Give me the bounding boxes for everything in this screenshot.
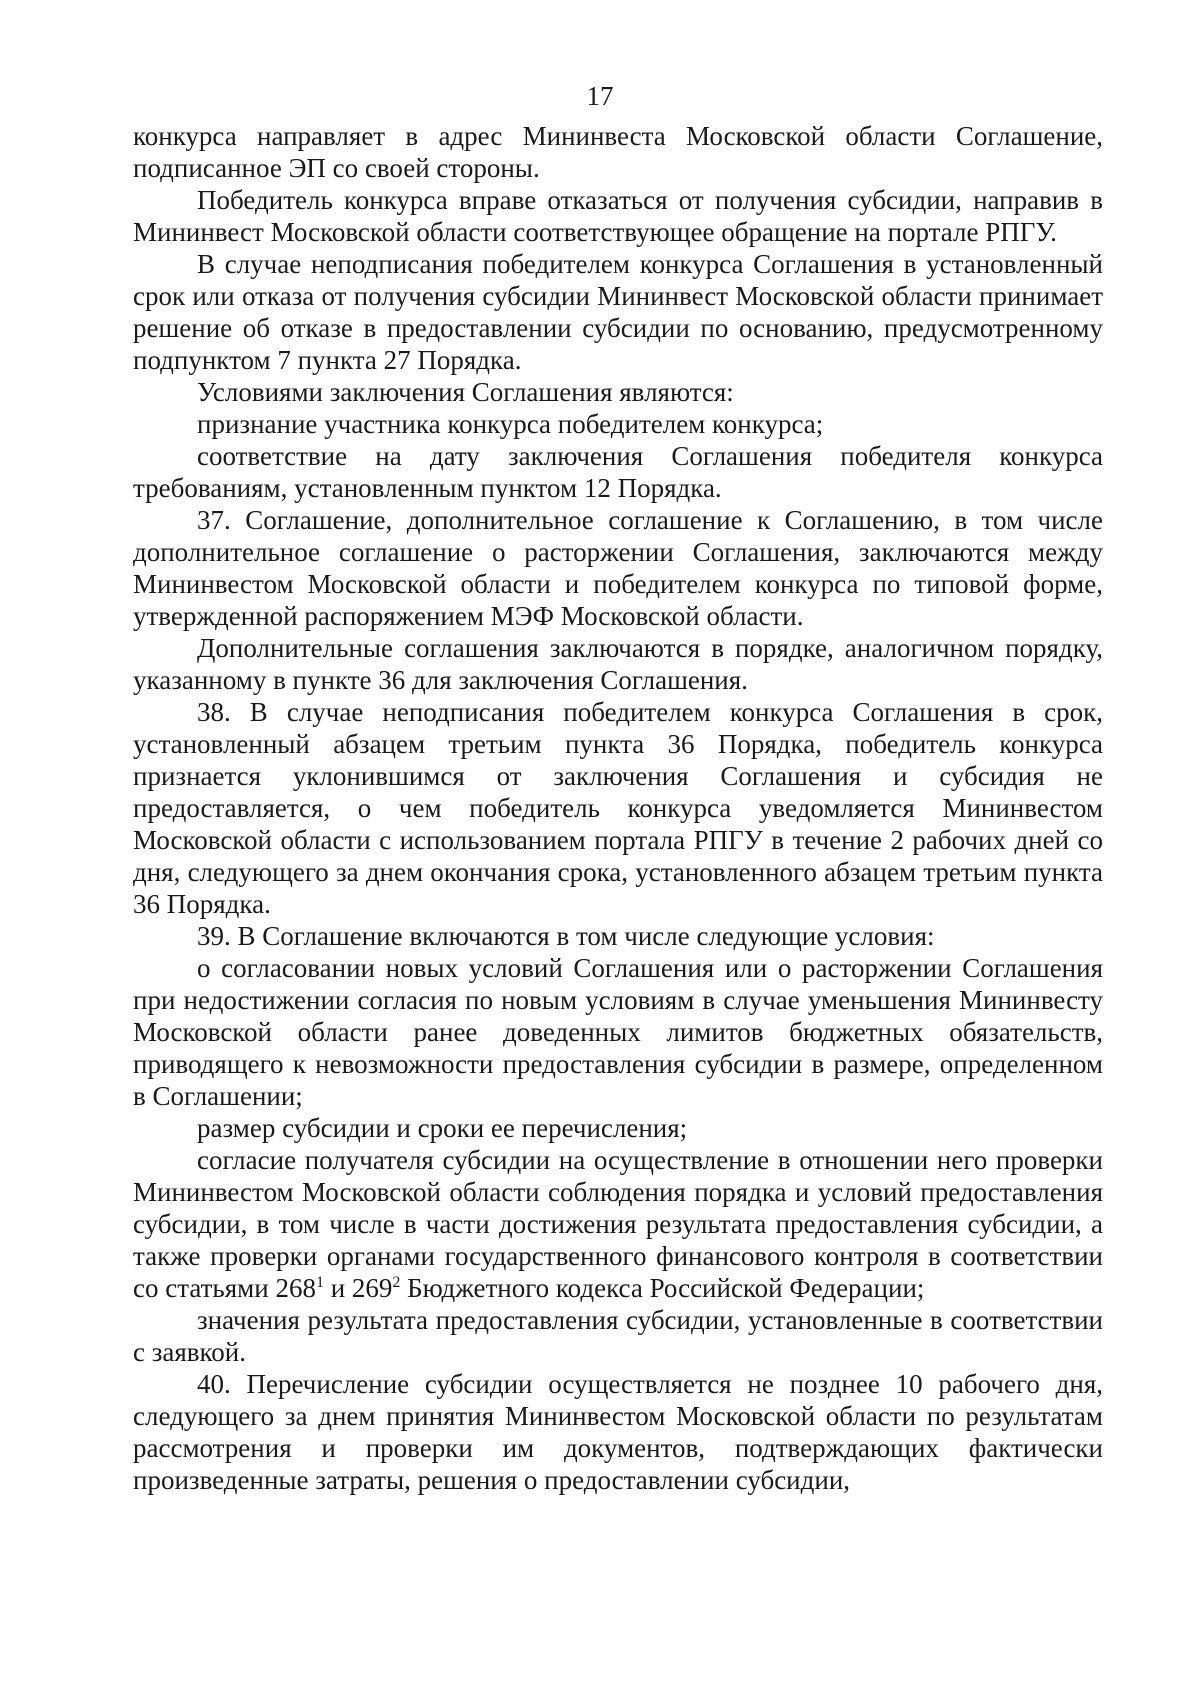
paragraph-item-38: 38. В случае неподписания победителем конкурса Соглашения в срок, установленный абзацем третьим пункта 36 Порядка, победитель конкурса признается уклонившимся от заключения Соглашения и субсидия не предоставляется, о чем победитель конкурса уведомляется Мининвестом Московской области с использованием портала РПГУ в течение 2 рабочих дней со дня, следующего за днем окончания срока, установленного абзацем третьим пункта 36 Порядка. (133, 697, 1103, 919)
document-body (133, 120, 1103, 1496)
paragraph-condition-new-terms: о согласовании новых условий Соглашения или о расторжении Соглашения при недостижении согласия по новым условиям в случае уменьшения Мининвесту Московской области ранее доведенных лимитов бюджетных обязательств, приводящего к невозможности предоставления субсидии в размере, определенном в Соглашении; (133, 953, 1103, 1111)
page-number: 17 (586, 81, 614, 111)
paragraph-condition-recognition: признание участника конкурса победителем конкурса; (197, 409, 824, 439)
paragraph-conditions-heading: Условиями заключения Соглашения являются: (197, 377, 734, 407)
paragraph-item-39: 39. В Соглашение включаются в том числе следующие условия: (197, 921, 935, 951)
paragraph-continuation: конкурса направляет в адрес Мининвеста Московской области Соглашение, подписанное ЭП со своей стороны. (133, 121, 1103, 183)
superscript-1: 1 (315, 1274, 324, 1291)
consent-text-part-3: Бюджетного кодекса Российской Федерации; (400, 1273, 925, 1303)
paragraph-condition-compliance: соответствие на дату заключения Соглашения победителя конкурса требованиям, установленным пунктом 12 Порядка. (133, 441, 1103, 503)
paragraph-item-40: 40. Перечисление субсидии осуществляется не позднее 10 рабочего дня, следующего за днем принятия Мининвестом Московской области по результатам рассмотрения и проверки им документов, подтверждающих фактически произведенные затраты, решения о предоставлении субсидии, (133, 1369, 1103, 1495)
paragraph-condition-consent (133, 1144, 1103, 1304)
superscript-2: 2 (392, 1274, 401, 1291)
paragraph-winner-refusal: Победитель конкурса вправе отказаться от получения субсидии, направив в Мининвест Московской области соответствующее обращение на портале РПГУ. (133, 185, 1103, 247)
paragraph-condition-result-values: значения результата предоставления субсидии, установленные в соответствии с заявкой. (133, 1305, 1103, 1367)
paragraph-additional-agreements: Дополнительные соглашения заключаются в порядке, аналогичном порядку, указанному в пункте 36 для заключения Соглашения. (133, 633, 1103, 695)
paragraph-item-37: 37. Соглашение, дополнительное соглашение к Соглашению, в том числе дополнительное соглашение о расторжении Соглашения, заключаются между Мининвестом Московской области и победителем конкурса по типовой форме, утвержденной распоряжением МЭФ Московской области. (133, 505, 1103, 631)
paragraph-non-signing: В случае неподписания победителем конкурса Соглашения в установленный срок или отказа от получения субсидии Мининвест Московской области принимает решение об отказе в предоставлении субсидии по основанию, предусмотренному подпунктом 7 пункта 27 Порядка. (133, 249, 1103, 375)
paragraph-condition-amount: размер субсидии и сроки ее перечисления; (197, 1113, 688, 1143)
consent-text-part-2: и 269 (323, 1273, 393, 1303)
consent-text-part-1: согласие получателя субсидии на осуществление в отношении него проверки Мининвестом Московской области соблюдения порядка и условий предоставления субсидии, в том числе в части достижения результата предоставления субсидии, а также проверки органами государственного финансового контроля в соответствии со статьями 268 (133, 1145, 1103, 1303)
